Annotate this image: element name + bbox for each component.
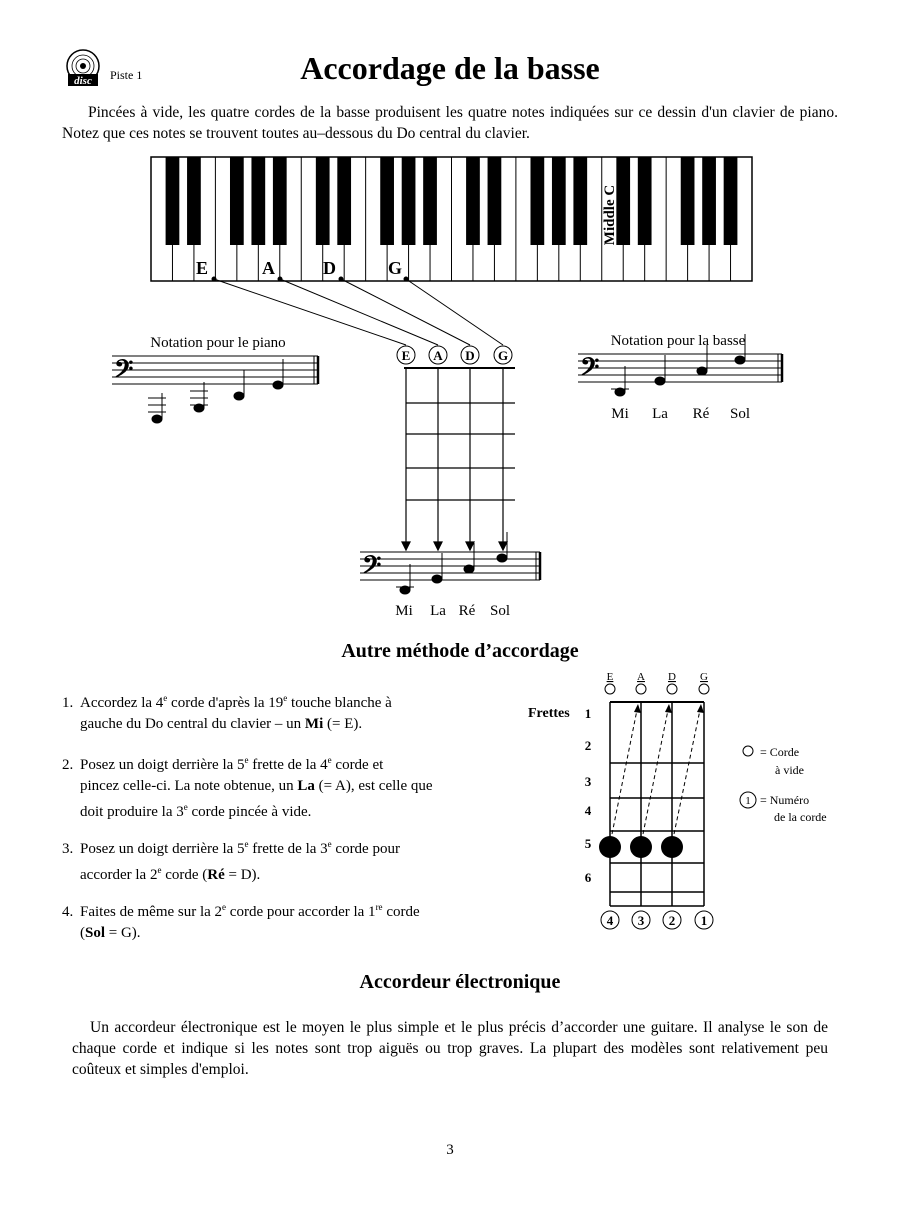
fret-grid xyxy=(610,702,704,906)
black-key xyxy=(251,157,265,245)
bottom-note-mi: Mi xyxy=(395,603,413,619)
key-label-g: G xyxy=(388,258,403,278)
bass-clef: 𝄢 xyxy=(114,356,134,389)
step-1: 1. Accordez la 4e corde d'après la 19e touche blanche à gauche du Do central du clavier – un Mi (= E). xyxy=(62,693,392,732)
legend-num-symbol: 1 xyxy=(745,795,751,807)
fret-diagram-string-letters xyxy=(607,671,708,683)
legend-num-line1: = Numéro xyxy=(760,793,810,807)
bass-clef-2: 𝄢 xyxy=(580,354,600,387)
fd-letter-a: A xyxy=(637,671,645,683)
black-key xyxy=(638,157,652,245)
black-key xyxy=(573,157,587,245)
black-key xyxy=(316,157,330,245)
black-key xyxy=(724,157,738,245)
fret-numbers xyxy=(585,706,592,885)
legend-open-circle xyxy=(743,746,753,756)
frettes-label: Frettes xyxy=(528,706,570,721)
bass-notation-title: Notation pour la basse xyxy=(610,333,746,349)
black-key xyxy=(166,157,180,245)
bottom-note-re: Ré xyxy=(458,603,476,619)
string-num-4: 4 xyxy=(606,913,614,928)
bass-note-re: Ré xyxy=(692,406,710,422)
black-key xyxy=(380,157,394,245)
fret-num-6: 6 xyxy=(584,870,592,885)
black-key xyxy=(273,157,287,245)
string-number-circles xyxy=(601,911,713,929)
legend-open-line2: à vide xyxy=(775,763,804,777)
black-key xyxy=(616,157,630,245)
page-title: Accordage de la basse xyxy=(300,50,600,86)
black-key xyxy=(423,157,437,245)
piano-keyboard xyxy=(151,157,752,281)
section-title-autre-methode: Autre méthode d’accordage xyxy=(341,640,579,662)
open-string-circles xyxy=(605,684,709,694)
arrowheads xyxy=(634,704,704,713)
black-key xyxy=(402,157,416,245)
fret-num-1: 1 xyxy=(584,706,592,721)
fd-letter-e: E xyxy=(606,671,614,683)
fretboard xyxy=(404,368,515,514)
bottom-note-names xyxy=(395,603,510,619)
legend-num-line2: de la corde xyxy=(774,810,827,824)
bass-note-names xyxy=(611,406,750,422)
bass-note-sol: Sol xyxy=(729,406,751,422)
fretboard-string-circles xyxy=(397,346,512,364)
finger-dots xyxy=(599,836,683,858)
piano-notation-title: Notation pour le piano xyxy=(150,335,286,351)
bottom-note-sol: Sol xyxy=(489,603,511,619)
fret-string-a: A xyxy=(433,348,443,363)
fret-string-d: D xyxy=(465,348,475,363)
black-key xyxy=(337,157,351,245)
section-title-accordeur: Accordeur électronique xyxy=(359,971,561,993)
fret-string-e: E xyxy=(401,348,411,363)
black-key xyxy=(702,157,716,245)
intro-paragraph: Pincées à vide, les quatre cordes de la basse produisent les quatre notes indiquées sur ce dessin d'un clavier de piano. Notez que ces notes se trouvent toutes au–dessous du Do central du clavier. xyxy=(62,104,838,142)
piano-staff xyxy=(112,356,318,384)
key-label-e: E xyxy=(196,258,209,278)
piano-notes xyxy=(148,359,283,423)
black-key xyxy=(530,157,544,245)
bottom-note-la: La xyxy=(430,603,446,619)
cd-label: disc xyxy=(74,75,92,87)
fret-diagram xyxy=(520,662,860,942)
track-label: Piste 1 xyxy=(110,68,143,82)
string-num-3: 3 xyxy=(637,913,645,928)
string-num-1: 1 xyxy=(700,913,708,928)
fd-letter-d: D xyxy=(668,671,676,683)
bass-note-la: La xyxy=(652,406,668,422)
black-key xyxy=(230,157,244,245)
fret-num-4: 4 xyxy=(584,803,592,818)
step-3: 3. Posez un doigt derrière la 5e frette de la 3e corde pour accorder la 2e corde (Ré = D). xyxy=(62,839,400,883)
step-2: 2. Posez un doigt derrière la 5e frette de la 4e corde et pincez celle-ci. La note obtenue, un La (= A), est celle que doit produire la 3e corde pincée à vide. xyxy=(62,755,433,820)
bass-clef-3: 𝄢 xyxy=(362,552,382,585)
fret-num-3: 3 xyxy=(584,774,592,789)
middle-c-label: Middle C xyxy=(602,184,618,246)
accordeur-paragraph: Un accordeur électronique est le moyen le plus simple et le plus précis d’accorder une guitare. Il analyse le son de chaque corde et indique si les notes sont trop aiguës ou trop graves. La plupart des modèles sont relativement peu coûteux et simples d'emploi. xyxy=(72,1019,828,1078)
step-4: 4. Faites de même sur la 2e corde pour accorder la 1re corde (Sol = G). xyxy=(62,902,420,941)
black-key xyxy=(552,157,566,245)
black-key xyxy=(466,157,480,245)
string-num-2: 2 xyxy=(668,913,676,928)
fd-letter-g: G xyxy=(700,671,708,683)
key-label-a: A xyxy=(262,258,275,278)
bass-note-mi: Mi xyxy=(611,406,629,422)
legend-open-line1: = Corde xyxy=(760,745,800,759)
black-key xyxy=(187,157,201,245)
black-key xyxy=(681,157,695,245)
bottom-notes xyxy=(396,532,507,594)
bottom-staff xyxy=(360,552,540,580)
dashed-arrows xyxy=(612,710,700,834)
fret-num-2: 2 xyxy=(584,738,592,753)
black-key xyxy=(488,157,502,245)
down-arrows xyxy=(402,514,507,550)
fret-num-5: 5 xyxy=(584,836,592,851)
key-label-d: D xyxy=(323,258,336,278)
page-number: 3 xyxy=(446,1142,454,1158)
bass-staff xyxy=(578,354,782,382)
fret-string-g: G xyxy=(497,348,509,363)
